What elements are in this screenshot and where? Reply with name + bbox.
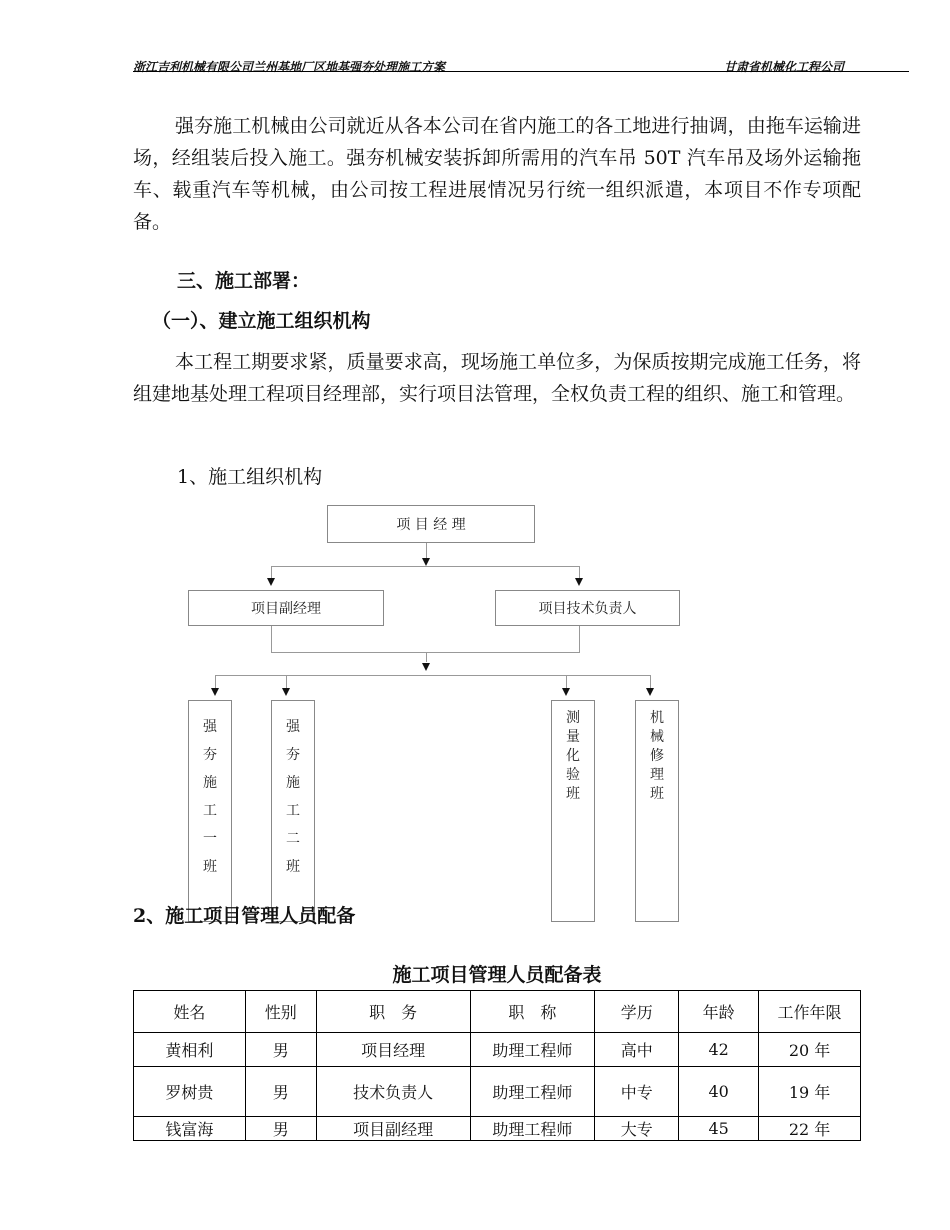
table-cell: 中专 (595, 1067, 679, 1117)
table-cell: 42 (679, 1033, 759, 1067)
org-box-deputy-manager: 项目副经理 (188, 590, 384, 626)
team-char: 夯 (203, 747, 217, 763)
connector-line (286, 675, 287, 688)
org-box-repair-team (635, 700, 679, 922)
arrow-down-icon (422, 558, 430, 566)
team-char: 施 (203, 775, 217, 791)
team-char: 验 (566, 767, 580, 783)
paragraph-organization (133, 346, 861, 410)
table-cell: 22 年 (759, 1117, 861, 1141)
team-char: 工 (203, 803, 217, 819)
connector-line (426, 543, 427, 559)
connector-line (426, 652, 427, 662)
table-cell: 40 (679, 1067, 759, 1117)
arrow-down-icon (562, 688, 570, 696)
table-cell: 19 年 (759, 1067, 861, 1117)
header-right: 甘肃省机械化工程公司 (724, 60, 845, 74)
team-char: 强 (286, 719, 300, 735)
table-cell: 男 (245, 1117, 316, 1141)
table-cell: 项目副经理 (316, 1117, 470, 1141)
table-header-row (134, 991, 861, 1033)
table-title: 施工项目管理人员配备表 (392, 964, 602, 986)
connector-line (271, 566, 272, 578)
arrow-down-icon (267, 578, 275, 586)
team-char: 理 (650, 767, 664, 783)
table-row (134, 1033, 861, 1067)
connector-line (566, 675, 567, 688)
team-char: 班 (650, 786, 664, 802)
team-char: 修 (650, 748, 664, 764)
org-box-project-manager: 项 目 经 理 (327, 505, 535, 543)
team-char: 强 (203, 719, 217, 735)
connector-line (215, 675, 650, 676)
arrow-down-icon (422, 663, 430, 671)
org-box-technical-lead: 项目技术负责人 (495, 590, 680, 626)
team-char: 工 (286, 803, 300, 819)
table-cell: 项目经理 (316, 1033, 470, 1067)
staff-table (133, 990, 861, 1141)
team-char: 机 (650, 710, 664, 726)
table-header-cell: 性别 (245, 991, 316, 1033)
table-cell: 助理工程师 (470, 1067, 595, 1117)
paragraph-machinery-text: 强夯施工机械由公司就近从各本公司在省内施工的各工地进行抽调，由拖车运输进场，经组装后投入施工。强夯机械安装拆卸所需用的汽车吊 50T 汽车吊及场外运输拖车、载重汽车等机械，由公司按工程进展情况另行统一组织派遣，本项目不作专项配备。 (133, 115, 861, 233)
table-cell: 钱富海 (134, 1117, 246, 1141)
team-char: 测 (566, 710, 580, 726)
table-header-cell: 学历 (595, 991, 679, 1033)
table-cell: 高中 (595, 1033, 679, 1067)
section-heading: 三、施工部署： (177, 270, 311, 292)
connector-line (579, 566, 580, 578)
team-char: 量 (566, 729, 580, 745)
team-char: 班 (286, 859, 300, 875)
table-row (134, 1067, 861, 1117)
table-cell: 20 年 (759, 1033, 861, 1067)
team-char: 施 (286, 775, 300, 791)
table-cell: 助理工程师 (470, 1033, 595, 1067)
arrow-down-icon (575, 578, 583, 586)
table-header-cell: 职 务 (316, 991, 470, 1033)
arrow-down-icon (282, 688, 290, 696)
subsection-heading: （一）、建立施工组织机构 (152, 310, 371, 332)
connector-line (579, 626, 580, 652)
header-left: 浙江吉利机械有限公司兰州基地厂区地基强夯处理施工方案 (133, 60, 446, 74)
arrow-down-icon (211, 688, 219, 696)
table-cell: 45 (679, 1117, 759, 1141)
table-cell: 男 (245, 1067, 316, 1117)
org-box-team-1 (188, 700, 232, 922)
connector-line (650, 675, 651, 688)
table-header-cell: 姓名 (134, 991, 246, 1033)
table-cell: 大专 (595, 1117, 679, 1141)
team-char: 夯 (286, 747, 300, 763)
team-char: 械 (650, 729, 664, 745)
table-header-cell: 职 称 (470, 991, 595, 1033)
team-char: 班 (203, 859, 217, 875)
team-char: 二 (286, 831, 300, 847)
connector-line (215, 675, 216, 688)
table-cell: 男 (245, 1033, 316, 1067)
table-cell: 助理工程师 (470, 1117, 595, 1141)
list-item-staffing: 2、施工项目管理人员配备 (133, 905, 356, 927)
table-row (134, 1117, 861, 1141)
list-item-org-structure: 1、施工组织机构 (177, 466, 323, 488)
org-box-team-2 (271, 700, 315, 922)
arrow-down-icon (646, 688, 654, 696)
paragraph-machinery (133, 110, 861, 238)
table-cell: 罗树贵 (134, 1067, 246, 1117)
team-char: 班 (566, 786, 580, 802)
connector-line (271, 566, 580, 567)
org-box-survey-lab-team (551, 700, 595, 922)
table-header-cell: 年龄 (679, 991, 759, 1033)
table-header-cell: 工作年限 (759, 991, 861, 1033)
table-cell: 技术负责人 (316, 1067, 470, 1117)
team-char: 化 (566, 748, 580, 764)
table-cell: 黄相利 (134, 1033, 246, 1067)
connector-line (271, 626, 272, 652)
header-rule (133, 71, 909, 72)
team-char: 一 (203, 831, 217, 847)
paragraph-organization-text: 本工程工期要求紧，质量要求高，现场施工单位多，为保质按期完成施工任务，将组建地基处理工程项目经理部，实行项目法管理，全权负责工程的组织、施工和管理。 (133, 351, 861, 405)
